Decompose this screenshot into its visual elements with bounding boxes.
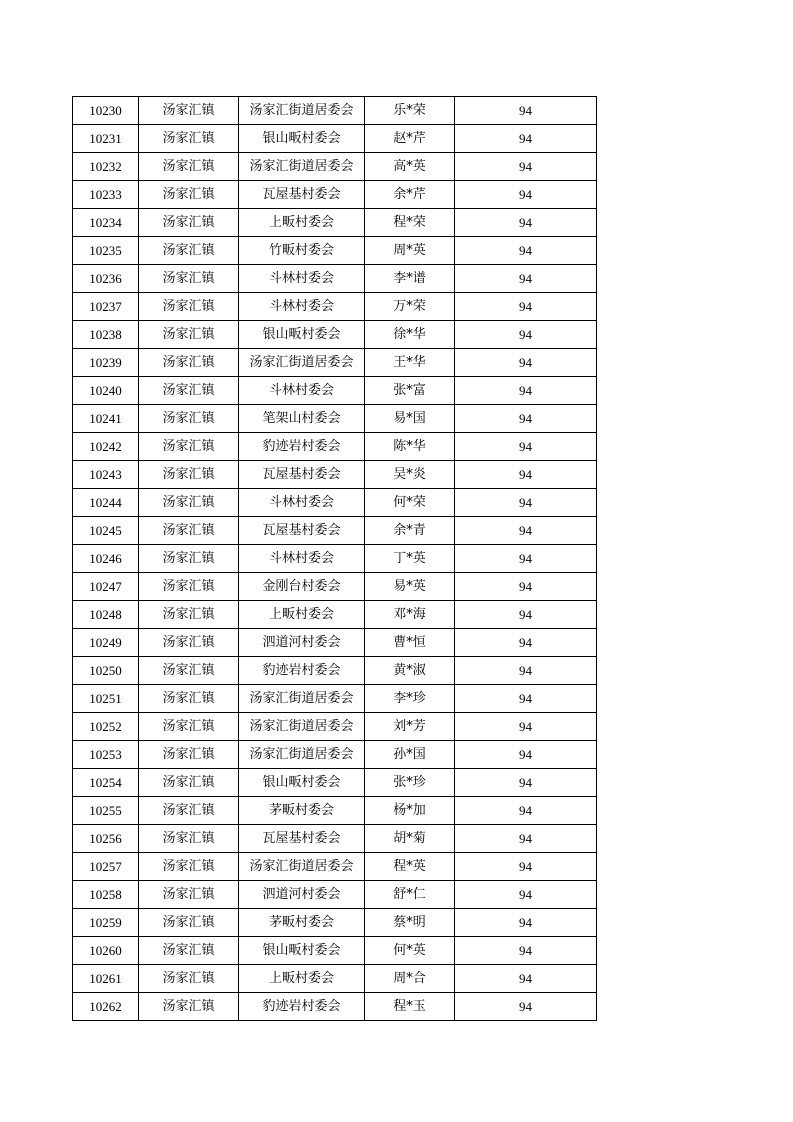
table-row	[73, 685, 597, 713]
committee-cell: 瓦屋基村委会	[239, 461, 365, 489]
town-cell: 汤家汇镇	[139, 657, 239, 685]
record-id-cell: 10239	[73, 349, 139, 377]
town-cell: 汤家汇镇	[139, 461, 239, 489]
town-cell: 汤家汇镇	[139, 237, 239, 265]
town-cell: 汤家汇镇	[139, 965, 239, 993]
town-cell: 汤家汇镇	[139, 713, 239, 741]
table-row	[73, 573, 597, 601]
committee-cell: 竹畈村委会	[239, 237, 365, 265]
person-name-cell: 蔡*明	[365, 909, 455, 937]
score-cell: 94	[455, 153, 597, 181]
score-cell: 94	[455, 433, 597, 461]
committee-cell: 上畈村委会	[239, 965, 365, 993]
score-cell: 94	[455, 125, 597, 153]
committee-cell: 泗道河村委会	[239, 629, 365, 657]
score-cell: 94	[455, 881, 597, 909]
record-id-cell: 10258	[73, 881, 139, 909]
person-name-cell: 李*谱	[365, 265, 455, 293]
town-cell: 汤家汇镇	[139, 349, 239, 377]
record-id-cell: 10240	[73, 377, 139, 405]
record-id-cell: 10249	[73, 629, 139, 657]
table-row	[73, 629, 597, 657]
record-id-cell: 10242	[73, 433, 139, 461]
committee-cell: 笔架山村委会	[239, 405, 365, 433]
record-id-cell: 10247	[73, 573, 139, 601]
record-id-cell: 10250	[73, 657, 139, 685]
town-cell: 汤家汇镇	[139, 685, 239, 713]
town-cell: 汤家汇镇	[139, 265, 239, 293]
committee-cell: 银山畈村委会	[239, 125, 365, 153]
person-name-cell: 周*合	[365, 965, 455, 993]
table-row	[73, 545, 597, 573]
score-cell: 94	[455, 321, 597, 349]
record-id-cell: 10244	[73, 489, 139, 517]
town-cell: 汤家汇镇	[139, 97, 239, 125]
table-row	[73, 517, 597, 545]
score-cell: 94	[455, 685, 597, 713]
record-id-cell: 10246	[73, 545, 139, 573]
committee-cell: 茅畈村委会	[239, 797, 365, 825]
score-cell: 94	[455, 993, 597, 1021]
record-id-cell: 10259	[73, 909, 139, 937]
score-cell: 94	[455, 293, 597, 321]
town-cell: 汤家汇镇	[139, 545, 239, 573]
committee-cell: 豹迹岩村委会	[239, 433, 365, 461]
committee-cell: 银山畈村委会	[239, 937, 365, 965]
score-cell: 94	[455, 349, 597, 377]
committee-cell: 瓦屋基村委会	[239, 517, 365, 545]
committee-cell: 瓦屋基村委会	[239, 181, 365, 209]
table-row	[73, 601, 597, 629]
score-cell: 94	[455, 461, 597, 489]
committee-cell: 斗林村委会	[239, 265, 365, 293]
committee-cell: 豹迹岩村委会	[239, 993, 365, 1021]
record-id-cell: 10233	[73, 181, 139, 209]
record-id-cell: 10236	[73, 265, 139, 293]
table-row	[73, 909, 597, 937]
score-cell: 94	[455, 825, 597, 853]
committee-cell: 上畈村委会	[239, 601, 365, 629]
score-cell: 94	[455, 265, 597, 293]
committee-cell: 汤家汇街道居委会	[239, 97, 365, 125]
record-id-cell: 10254	[73, 769, 139, 797]
town-cell: 汤家汇镇	[139, 741, 239, 769]
score-cell: 94	[455, 657, 597, 685]
committee-cell: 汤家汇街道居委会	[239, 713, 365, 741]
score-cell: 94	[455, 517, 597, 545]
person-name-cell: 赵*芹	[365, 125, 455, 153]
committee-cell: 瓦屋基村委会	[239, 825, 365, 853]
score-cell: 94	[455, 97, 597, 125]
committee-cell: 汤家汇街道居委会	[239, 685, 365, 713]
record-id-cell: 10238	[73, 321, 139, 349]
person-name-cell: 舒*仁	[365, 881, 455, 909]
person-name-cell: 易*国	[365, 405, 455, 433]
person-name-cell: 杨*加	[365, 797, 455, 825]
person-name-cell: 程*英	[365, 853, 455, 881]
table-row	[73, 265, 597, 293]
town-cell: 汤家汇镇	[139, 993, 239, 1021]
town-cell: 汤家汇镇	[139, 209, 239, 237]
person-name-cell: 徐*华	[365, 321, 455, 349]
score-cell: 94	[455, 209, 597, 237]
table-row	[73, 769, 597, 797]
record-id-cell: 10253	[73, 741, 139, 769]
town-cell: 汤家汇镇	[139, 797, 239, 825]
score-cell: 94	[455, 629, 597, 657]
table-row	[73, 349, 597, 377]
committee-cell: 上畈村委会	[239, 209, 365, 237]
record-id-cell: 10256	[73, 825, 139, 853]
town-cell: 汤家汇镇	[139, 629, 239, 657]
person-name-cell: 程*玉	[365, 993, 455, 1021]
record-id-cell: 10255	[73, 797, 139, 825]
record-id-cell: 10261	[73, 965, 139, 993]
person-name-cell: 程*荣	[365, 209, 455, 237]
person-name-cell: 何*英	[365, 937, 455, 965]
record-id-cell: 10251	[73, 685, 139, 713]
town-cell: 汤家汇镇	[139, 825, 239, 853]
table-row	[73, 461, 597, 489]
person-name-cell: 高*英	[365, 153, 455, 181]
score-cell: 94	[455, 713, 597, 741]
committee-cell: 汤家汇街道居委会	[239, 853, 365, 881]
score-cell: 94	[455, 573, 597, 601]
person-name-cell: 王*华	[365, 349, 455, 377]
score-cell: 94	[455, 741, 597, 769]
person-name-cell: 黄*淑	[365, 657, 455, 685]
person-name-cell: 易*英	[365, 573, 455, 601]
score-cell: 94	[455, 601, 597, 629]
table-row	[73, 125, 597, 153]
record-id-cell: 10235	[73, 237, 139, 265]
record-id-cell: 10237	[73, 293, 139, 321]
town-cell: 汤家汇镇	[139, 181, 239, 209]
record-id-cell: 10260	[73, 937, 139, 965]
records-table-body	[73, 97, 597, 1021]
committee-cell: 斗林村委会	[239, 545, 365, 573]
town-cell: 汤家汇镇	[139, 769, 239, 797]
committee-cell: 泗道河村委会	[239, 881, 365, 909]
person-name-cell: 余*青	[365, 517, 455, 545]
score-cell: 94	[455, 853, 597, 881]
score-cell: 94	[455, 937, 597, 965]
person-name-cell: 吴*炎	[365, 461, 455, 489]
record-id-cell: 10257	[73, 853, 139, 881]
table-row	[73, 797, 597, 825]
person-name-cell: 丁*英	[365, 545, 455, 573]
score-cell: 94	[455, 377, 597, 405]
score-cell: 94	[455, 545, 597, 573]
person-name-cell: 孙*国	[365, 741, 455, 769]
town-cell: 汤家汇镇	[139, 321, 239, 349]
committee-cell: 豹迹岩村委会	[239, 657, 365, 685]
table-row	[73, 853, 597, 881]
town-cell: 汤家汇镇	[139, 937, 239, 965]
town-cell: 汤家汇镇	[139, 433, 239, 461]
score-cell: 94	[455, 237, 597, 265]
score-cell: 94	[455, 797, 597, 825]
score-cell: 94	[455, 181, 597, 209]
person-name-cell: 邓*海	[365, 601, 455, 629]
person-name-cell: 陈*华	[365, 433, 455, 461]
record-id-cell: 10248	[73, 601, 139, 629]
table-row	[73, 321, 597, 349]
table-row	[73, 489, 597, 517]
table-row	[73, 237, 597, 265]
record-id-cell: 10232	[73, 153, 139, 181]
committee-cell: 汤家汇街道居委会	[239, 349, 365, 377]
table-row	[73, 405, 597, 433]
record-id-cell: 10252	[73, 713, 139, 741]
table-row	[73, 741, 597, 769]
record-id-cell: 10231	[73, 125, 139, 153]
score-cell: 94	[455, 909, 597, 937]
town-cell: 汤家汇镇	[139, 573, 239, 601]
table-row	[73, 153, 597, 181]
person-name-cell: 曹*恒	[365, 629, 455, 657]
town-cell: 汤家汇镇	[139, 909, 239, 937]
person-name-cell: 周*英	[365, 237, 455, 265]
committee-cell: 汤家汇街道居委会	[239, 741, 365, 769]
score-cell: 94	[455, 405, 597, 433]
table-row	[73, 993, 597, 1021]
person-name-cell: 李*珍	[365, 685, 455, 713]
table-row	[73, 97, 597, 125]
table-row	[73, 293, 597, 321]
person-name-cell: 何*荣	[365, 489, 455, 517]
person-name-cell: 张*富	[365, 377, 455, 405]
committee-cell: 斗林村委会	[239, 377, 365, 405]
person-name-cell: 张*珍	[365, 769, 455, 797]
table-row	[73, 825, 597, 853]
person-name-cell: 胡*菊	[365, 825, 455, 853]
person-name-cell: 余*芹	[365, 181, 455, 209]
committee-cell: 银山畈村委会	[239, 769, 365, 797]
committee-cell: 茅畈村委会	[239, 909, 365, 937]
record-id-cell: 10234	[73, 209, 139, 237]
person-name-cell: 乐*荣	[365, 97, 455, 125]
town-cell: 汤家汇镇	[139, 153, 239, 181]
town-cell: 汤家汇镇	[139, 853, 239, 881]
person-name-cell: 刘*芳	[365, 713, 455, 741]
score-cell: 94	[455, 489, 597, 517]
town-cell: 汤家汇镇	[139, 293, 239, 321]
table-row	[73, 965, 597, 993]
table-row	[73, 209, 597, 237]
records-table	[72, 96, 597, 1021]
record-id-cell: 10241	[73, 405, 139, 433]
town-cell: 汤家汇镇	[139, 517, 239, 545]
person-name-cell: 万*荣	[365, 293, 455, 321]
record-id-cell: 10245	[73, 517, 139, 545]
town-cell: 汤家汇镇	[139, 489, 239, 517]
table-row	[73, 881, 597, 909]
town-cell: 汤家汇镇	[139, 881, 239, 909]
town-cell: 汤家汇镇	[139, 377, 239, 405]
committee-cell: 斗林村委会	[239, 293, 365, 321]
table-row	[73, 657, 597, 685]
town-cell: 汤家汇镇	[139, 601, 239, 629]
record-id-cell: 10230	[73, 97, 139, 125]
table-row	[73, 377, 597, 405]
town-cell: 汤家汇镇	[139, 125, 239, 153]
record-id-cell: 10262	[73, 993, 139, 1021]
table-row	[73, 181, 597, 209]
table-row	[73, 713, 597, 741]
committee-cell: 汤家汇街道居委会	[239, 153, 365, 181]
score-cell: 94	[455, 965, 597, 993]
record-id-cell: 10243	[73, 461, 139, 489]
committee-cell: 斗林村委会	[239, 489, 365, 517]
committee-cell: 银山畈村委会	[239, 321, 365, 349]
score-cell: 94	[455, 769, 597, 797]
committee-cell: 金刚台村委会	[239, 573, 365, 601]
table-row	[73, 937, 597, 965]
town-cell: 汤家汇镇	[139, 405, 239, 433]
table-row	[73, 433, 597, 461]
